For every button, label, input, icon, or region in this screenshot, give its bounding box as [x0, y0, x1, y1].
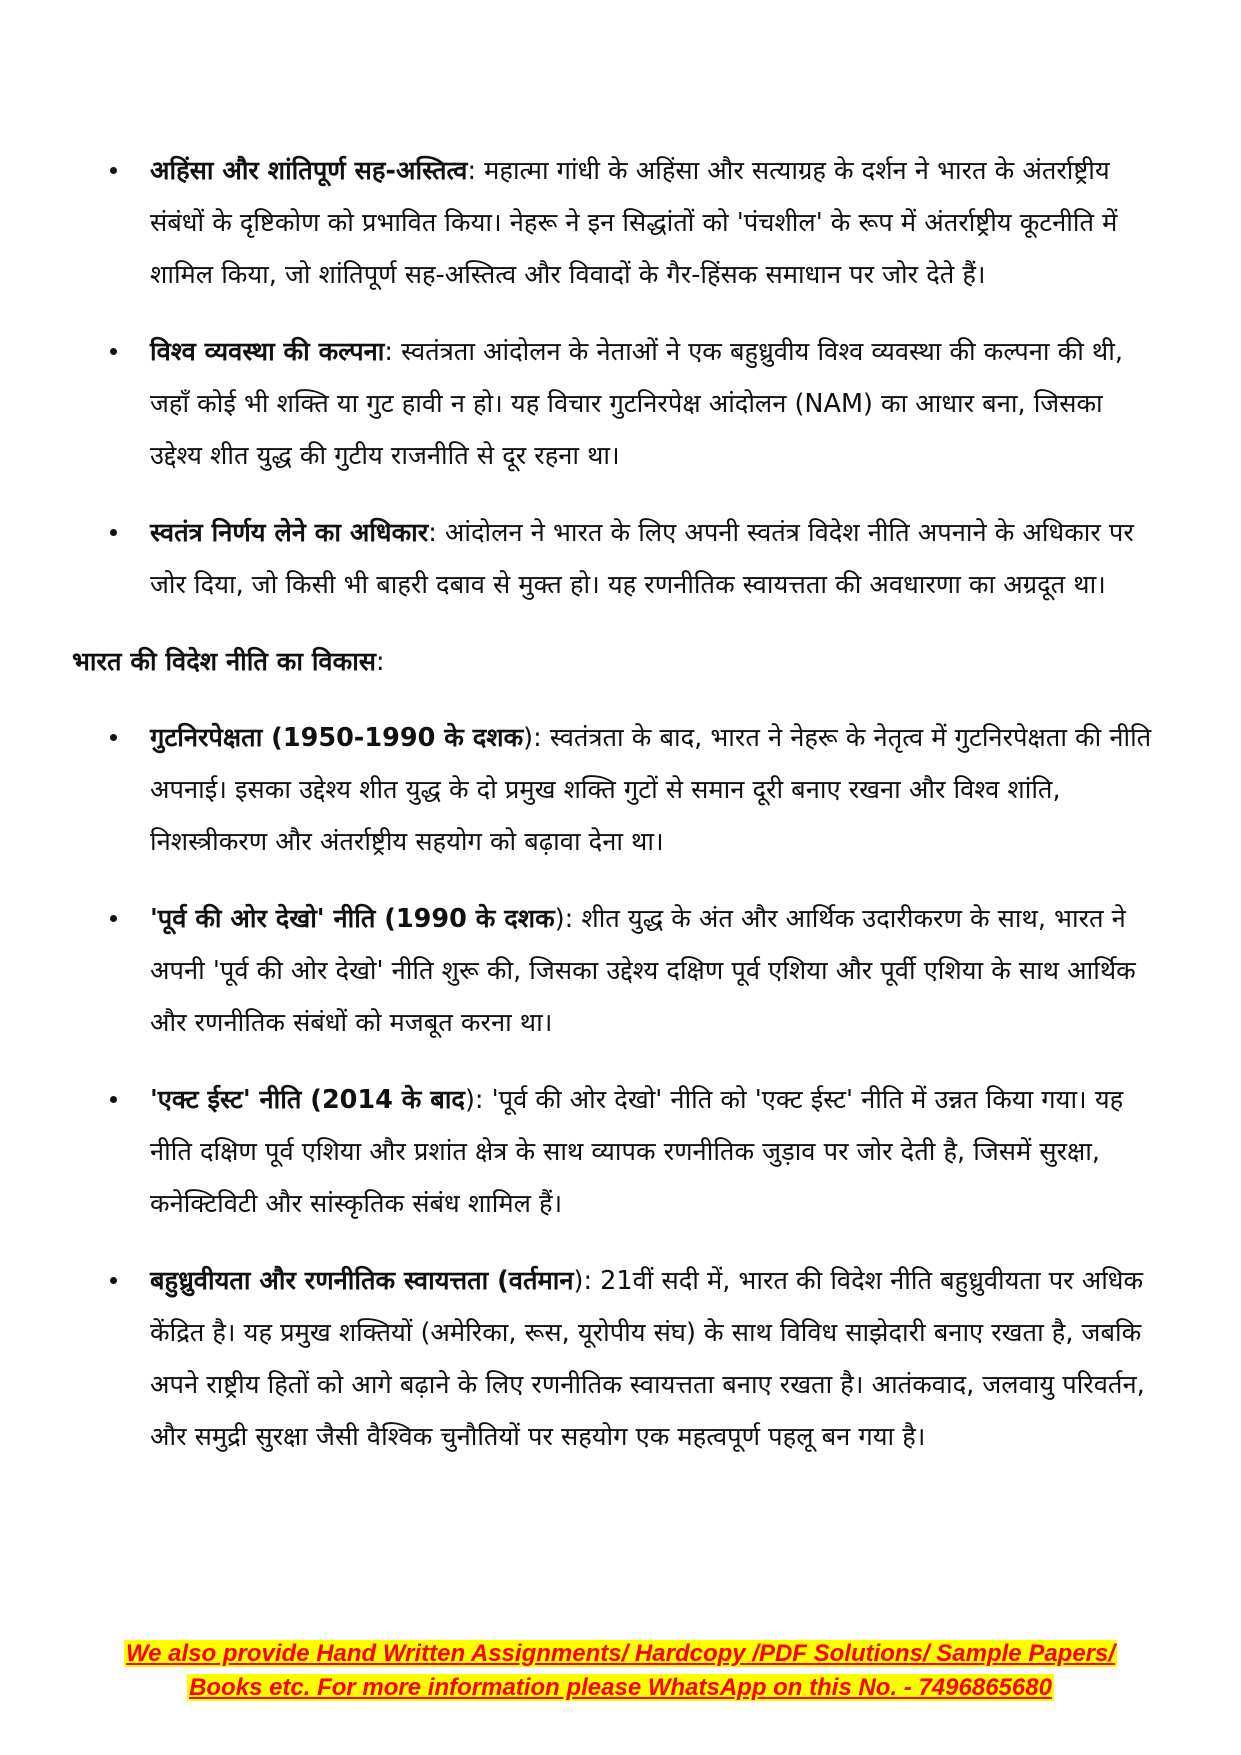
list-item [72, 893, 1162, 1049]
bullet-icon [110, 348, 117, 355]
item-title: 'पूर्व की ओर देखो' नीति (1990 के दशक [150, 904, 555, 934]
item-title: स्वतंत्र निर्णय लेने का अधिकार [150, 518, 429, 548]
section-heading [72, 636, 1162, 688]
section-heading-suffix: : [376, 647, 385, 677]
bullet-icon [110, 1277, 117, 1284]
item-title: विश्व व्यवस्था की कल्पना [150, 337, 385, 367]
footer-notice [0, 1637, 1241, 1705]
document-body [72, 145, 1162, 1488]
bullet-icon [110, 529, 117, 536]
footer-line-2: Books etc. For more information please WhatsApp on this No. - 7496865680 [189, 1674, 1052, 1701]
item-text: ): स्वतंत्रता के बाद, भारत ने नेहरू के नेतृत्व में गुटनिरपेक्षता की नीति अपनाई। इसका उद्देश्य शीत युद्ध के दो प्रमुख शक्ति गुटों से समान दूरी बनाए रखना और विश्व शांति, निशस्त्रीकरण और अंतर्राष्ट्रीय सहयोग को बढ़ावा देना था। [150, 723, 1152, 857]
item-title: 'एक्ट ईस्ट' नीति (2014 के बाद [150, 1085, 465, 1115]
footer-line-1: We also provide Hand Written Assignments/ Hardcopy /PDF Solutions/ Sample Papers/ [125, 1640, 1116, 1667]
item-text: : आंदोलन ने भारत के लिए अपनी स्वतंत्र विदेश नीति अपनाने के अधिकार पर जोर दिया, जो किसी भी बाहरी दबाव से मुक्त हो। यह रणनीतिक स्वायत्तता की अवधारणा का अग्रदूत था। [150, 518, 1134, 600]
item-title: बहुध्रुवीयता और रणनीतिक स्वायत्तता (वर्तमान [150, 1266, 574, 1296]
principles-list [72, 145, 1162, 611]
list-item [72, 145, 1162, 301]
item-title: गुटनिरपेक्षता (1950-1990 के दशक [150, 723, 524, 753]
item-text: ): 21वीं सदी में, भारत की विदेश नीति बहुध्रुवीयता पर अधिक केंद्रित है। यह प्रमुख शक्तियों (अमेरिका, रूस, यूरोपीय संघ) के साथ विविध साझेदारी बनाए रखता है, जबकि अपने राष्ट्रीय हितों को आगे बढ़ाने के लिए रणनीतिक स्वायत्तता बनाए रखता है। आतंकवाद, जलवायु परिवर्तन, और समुद्री सुरक्षा जैसी वैश्विक चुनौतियों पर सहयोग एक महत्वपूर्ण पहलू बन गया है। [150, 1266, 1145, 1452]
list-item [72, 712, 1162, 868]
item-text: : स्वतंत्रता आंदोलन के नेताओं ने एक बहुध्रुवीय विश्व व्यवस्था की कल्पना की थी, जहाँ कोई भी शक्ति या गुट हावी न हो। यह विचार गुटनिरपेक्ष आंदोलन (NAM) का आधार बना, जिसका उद्देश्य शीत युद्ध की गुटीय राजनीति से दूर रहना था। [150, 337, 1123, 471]
bullet-icon [110, 167, 117, 174]
list-item [72, 507, 1162, 611]
bullet-icon [110, 915, 117, 922]
list-item [72, 1255, 1162, 1463]
list-item [72, 326, 1162, 482]
bullet-icon [110, 1096, 117, 1103]
section-heading-text: भारत की विदेश नीति का विकास [72, 647, 377, 677]
item-text: ): 'पूर्व की ओर देखो' नीति को 'एक्ट ईस्ट' नीति में उन्नत किया गया। यह नीति दक्षिण पूर्व एशिया और प्रशांत क्षेत्र के साथ व्यापक रणनीतिक जुड़ाव पर जोर देती है, जिसमें सुरक्षा, कनेक्टिविटी और सांस्कृतिक संबंध शामिल हैं। [150, 1085, 1124, 1219]
item-text: ): शीत युद्ध के अंत और आर्थिक उदारीकरण के साथ, भारत ने अपनी 'पूर्व की ओर देखो' नीति शुरू की, जिसका उद्देश्य दक्षिण पूर्व एशिया और पूर्वी एशिया के साथ आर्थिक और रणनीतिक संबंधों को मजबूत करना था। [150, 904, 1136, 1038]
list-item [72, 1074, 1162, 1230]
item-text: : महात्मा गांधी के अहिंसा और सत्याग्रह के दर्शन ने भारत के अंतर्राष्ट्रीय संबंधों के दृष्टिकोण को प्रभावित किया। नेहरू ने इन सिद्धांतों को 'पंचशील' के रूप में अंतर्राष्ट्रीय कूटनीति में शामिल किया, जो शांतिपूर्ण सह-अस्तित्व और विवादों के गैर-हिंसक समाधान पर जोर देते हैं। [150, 156, 1118, 290]
evolution-list [72, 712, 1162, 1463]
item-title: अहिंसा और शांतिपूर्ण सह-अस्तित्व [150, 156, 468, 186]
bullet-icon [110, 734, 117, 741]
